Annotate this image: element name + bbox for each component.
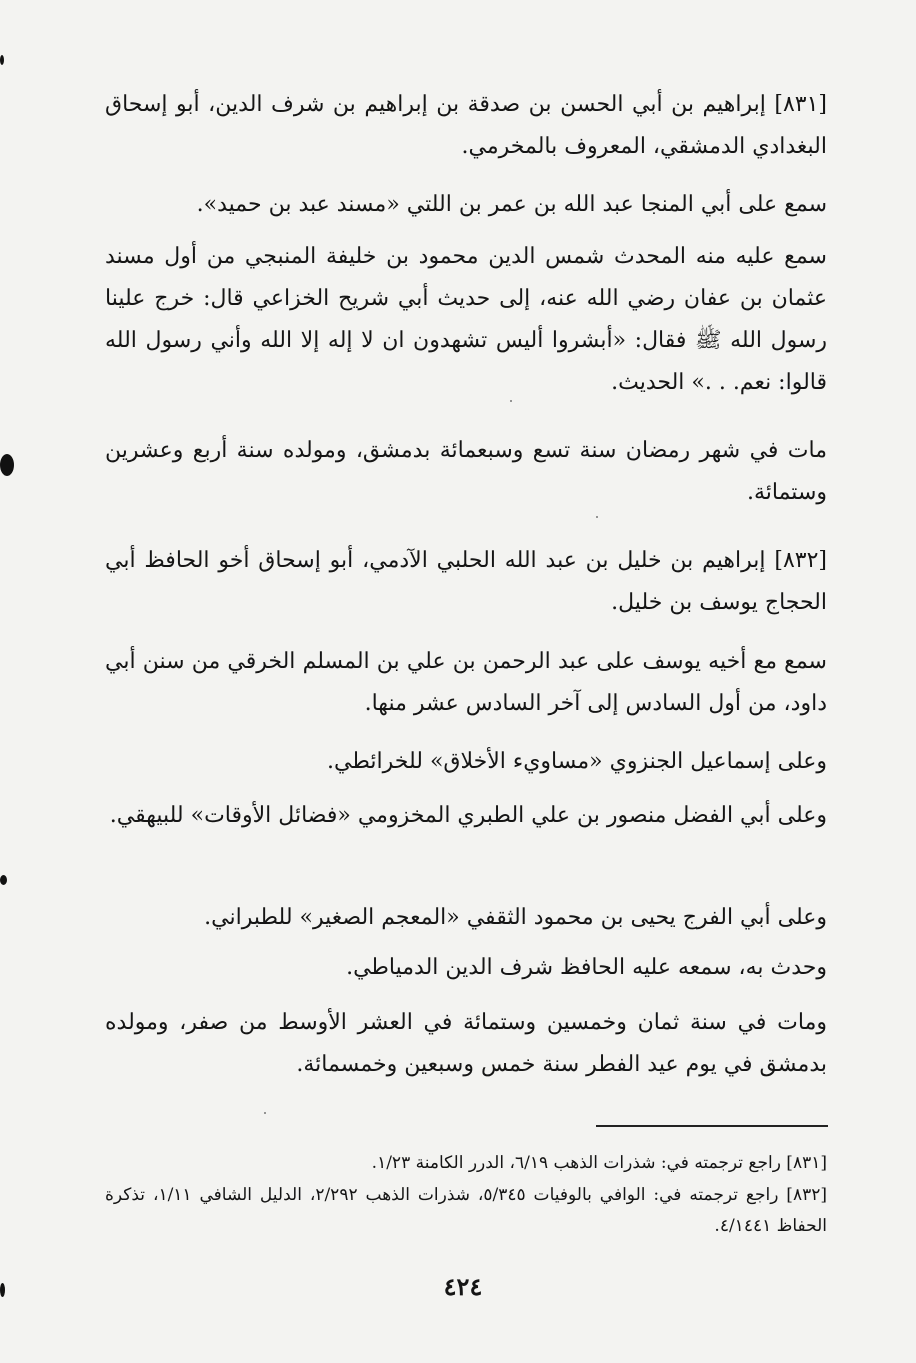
entry-831-sama-1: سمع على أبي المنجا عبد الله بن عمر بن اللتي «مسند عبد بن حميد». (196, 192, 827, 217)
scan-edge-mark (0, 55, 4, 65)
footnote-separator (596, 1125, 828, 1127)
scan-speck (596, 516, 598, 518)
entry-832-transmission: وحدث به، سمعه عليه الحافظ شرف الدين الدمياطي. (346, 955, 827, 980)
scan-edge-mark (0, 875, 7, 885)
entry-832-sama-1: سمع مع أخيه يوسف على عبد الرحمن بن علي بن المسلم الخرقي من سنن أبي داود، من أول السادس إلى آخر السادس عشر منها. (105, 649, 827, 716)
entry-831-heading: [٨٣١] إبراهيم بن أبي الحسن بن صدقة بن إبراهيم بن شرف الدين، أبو إسحاق البغدادي الدمشقي، المعروف بالمخرمي. (105, 92, 827, 159)
entry-832-heading: [٨٣٢] إبراهيم بن خليل بن عبد الله الحلبي الآدمي، أبو إسحاق أخو الحافظ أبي الحجاج يوسف بن خليل. (105, 548, 827, 615)
scan-speck (264, 1112, 266, 1114)
footnote-831: [٨٣١] راجع ترجمته في: شذرات الذهب ٦/١٩، الدرر الكامنة ١/٢٣. (371, 1153, 827, 1173)
entry-832-sama-3: وعلى أبي الفضل منصور بن علي الطبري المخزومي «فضائل الأوقات» للبيهقي. (109, 803, 827, 828)
scan-edge-mark (0, 454, 14, 476)
page-number: ٤٢٤ (443, 1272, 483, 1301)
entry-832-death: ومات في سنة ثمان وخمسين وستمائة في العشر الأوسط من صفر، ومولده بدمشق في يوم عيد الفطر سنة خمس وسبعين وخمسمائة. (105, 1010, 827, 1077)
footnote-832: [٨٣٢] راجع ترجمته في: الوافي بالوفيات ٥/٣٤٥، شذرات الذهب ٢/٢٩٢، الدليل الشافي ١/١١، تذكرة الحفاظ ٤/١٤٤١. (105, 1185, 827, 1236)
entry-831-sama-2: سمع عليه منه المحدث شمس الدين محمود بن خليفة المنبجي من أول مسند عثمان بن عفان رضي الله عنه، إلى حديث أبي شريح الخزاعي قال: خرج علينا رسول الله ﷺ فقال: «أبشروا أليس تشهدون ان لا إله إلا الله وأني رسول الله قالوا: نعم. . .» الحديث. (105, 244, 827, 395)
entry-832-sama-4: وعلى أبي الفرج يحيى بن محمود الثقفي «المعجم الصغير» للطبراني. (204, 905, 827, 930)
entry-831-death: مات في شهر رمضان سنة تسع وسبعمائة بدمشق، ومولده سنة أربع وعشرين وستمائة. (105, 438, 827, 505)
scan-edge-mark (0, 1283, 5, 1297)
entry-832-sama-2: وعلى إسماعيل الجنزوي «مساويء الأخلاق» للخرائطي. (327, 749, 827, 774)
